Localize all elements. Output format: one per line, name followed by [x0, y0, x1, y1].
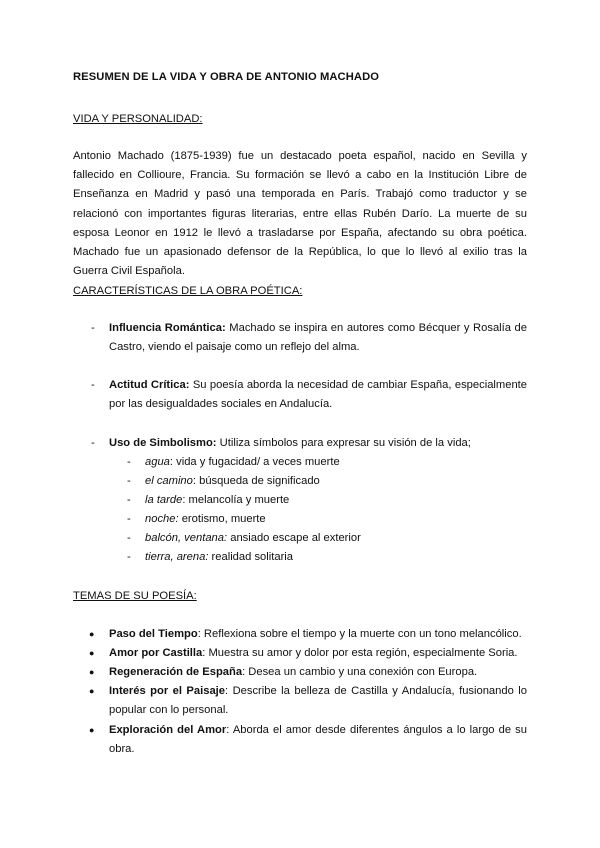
- item-label: Regeneración de España: [109, 666, 243, 678]
- symbol-term: la tarde: [145, 494, 183, 506]
- bullet-marker: ●: [89, 667, 95, 677]
- symbol-term: noche:: [145, 513, 179, 525]
- dash-marker: -: [127, 475, 131, 487]
- dash-marker: -: [127, 532, 131, 544]
- dash-marker: -: [127, 456, 131, 468]
- symbol-term: tierra, arena:: [145, 551, 209, 563]
- dash-marker: -: [127, 494, 131, 506]
- bullet-marker: ●: [89, 725, 95, 735]
- section-heading-vida: VIDA Y PERSONALIDAD:: [73, 113, 203, 125]
- symbol-meaning: búsqueda de significado: [199, 475, 320, 487]
- dash-marker: -: [91, 379, 95, 391]
- item-text: : Describe la belleza de Castilla y Andalucía, fusionando lo popular con lo personal.: [109, 685, 527, 717]
- section-heading-temas: TEMAS DE SU POESÍA:: [73, 590, 197, 602]
- bullet-marker: ●: [89, 629, 95, 639]
- item-label: Paso del Tiempo: [109, 628, 198, 640]
- item-label: Influencia Romántica:: [109, 322, 226, 334]
- item-label: Uso de Simbolismo:: [109, 437, 217, 449]
- dash-marker: -: [127, 513, 131, 525]
- symbol-meaning: erotismo, muerte: [181, 513, 266, 525]
- symbol-term: el camino: [145, 475, 193, 487]
- item-text: Machado se inspira en autores como Bécquer y Rosalía de Castro, viendo el paisaje como un reflejo del alma.: [109, 322, 527, 354]
- item-text: : Muestra su amor y dolor por esta región, especialmente Soria.: [202, 647, 518, 659]
- item-label: Amor por Castilla: [109, 647, 203, 659]
- symbol-meaning: vida y fugacidad/ a veces muerte: [176, 456, 340, 468]
- bullet-marker: ●: [89, 686, 95, 696]
- dash-marker: -: [91, 437, 95, 449]
- vida-paragraph: Antonio Machado (1875-1939) fue un destacado poeta español, nacido en Sevilla y fallecido en Collioure, Francia. Su formación se llevó a cabo en la Institución Libre de Enseñanza en Madrid y pasó una temporada en París. Trabajó como traductor y se relacionó con importantes figuras literarias, entre ellas Rubén Darío. La muerte de su esposa Leonor en 1912 le llevó a trasladarse por España, afectando su obra poética. Machado fue un apasionado defensor de la República, lo que lo llevó al exilio tras la Guerra Civil Española.: [73, 150, 527, 278]
- item-text: Utiliza símbolos para expresar su visión de la vida;: [216, 437, 471, 449]
- dash-marker: -: [127, 551, 131, 563]
- section-heading-caracteristicas: CARACTERÍSTICAS DE LA OBRA POÉTICA:: [73, 285, 303, 297]
- symbol-meaning: realidad solitaria: [211, 551, 294, 563]
- symbol-meaning: melancolía y muerte: [188, 494, 290, 506]
- symbol-meaning: ansiado escape al exterior: [230, 532, 361, 544]
- item-label: Actitud Crítica:: [109, 379, 190, 391]
- document-title: RESUMEN DE LA VIDA Y OBRA DE ANTONIO MACHADO: [73, 71, 380, 83]
- item-text: : Desea un cambio y una conexión con Europa.: [242, 666, 478, 678]
- symbol-term: balcón, ventana:: [145, 532, 228, 544]
- item-text: : Reflexiona sobre el tiempo y la muerte con un tono melancólico.: [197, 628, 522, 640]
- bullet-marker: ●: [89, 648, 95, 658]
- symbol-term: agua: [145, 456, 170, 468]
- item-text: Su poesía aborda la necesidad de cambiar España, especialmente por las desigualdades sociales en Andalucía.: [109, 379, 527, 411]
- dash-marker: -: [91, 322, 95, 334]
- item-label: Interés por el Paisaje: [109, 685, 225, 697]
- item-label: Exploración del Amor: [109, 724, 227, 736]
- item-text: : Aborda el amor desde diferentes ángulos a lo largo de su obra.: [109, 724, 527, 756]
